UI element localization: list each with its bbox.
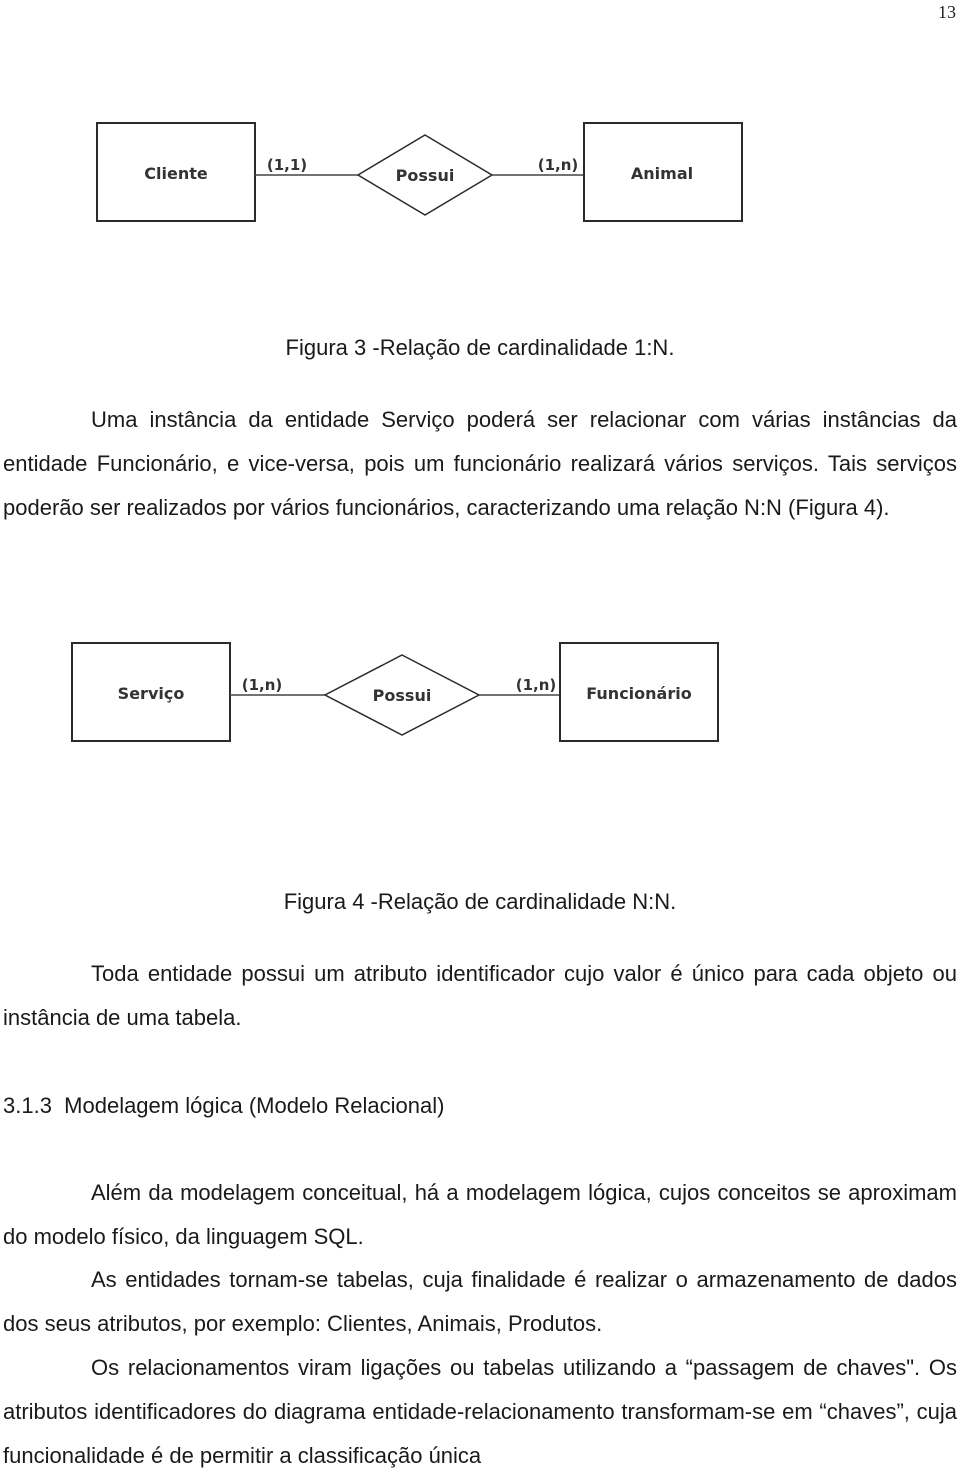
er-diagram-figure-4 xyxy=(0,635,960,750)
paragraph-relacionamentos: Os relacionamentos viram ligações ou tabelas utilizando a “passagem de chaves". Os atributos identificadores do diagrama entidade-relacionamento transformam-se em “chaves”, cuja funcionalidade é de permitir a classificação única xyxy=(3,1355,957,1468)
entity-label-servico: Serviço xyxy=(117,684,185,703)
er-diagram-figure-3 xyxy=(0,115,960,230)
figure-4-caption: Figura 4 -Relação de cardinalidade N:N. xyxy=(283,889,677,914)
paragraph-atributo-identificador: Toda entidade possui um atributo identificador cujo valor é único para cada objeto ou instância de uma tabela. xyxy=(3,961,957,1030)
relationship-label-possui: Possui xyxy=(395,166,455,185)
paragraph-entidades-tabelas: As entidades tornam-se tabelas, cuja finalidade é realizar o armazenamento de dados dos seus atributos, por exemplo: Clientes, Animais, Produtos. xyxy=(3,1267,957,1336)
entity-label-funcionario: Funcionário xyxy=(586,684,692,703)
paragraph-modelagem-logica: Além da modelagem conceitual, há a modelagem lógica, cujos conceitos se aproximam do modelo físico, da linguagem SQL. xyxy=(3,1180,957,1249)
relationship-label-possui: Possui xyxy=(372,686,432,705)
cardinality-right: (1,n) xyxy=(515,676,557,694)
section-heading: 3.1.3 Modelagem lógica (Modelo Relacional) xyxy=(3,1093,445,1118)
cardinality-left: (1,n) xyxy=(241,676,283,694)
entity-label-cliente: Cliente xyxy=(144,164,208,183)
figure-3-caption: Figura 3 -Relação de cardinalidade 1:N. xyxy=(285,335,675,360)
page-number: 13 xyxy=(938,2,956,22)
entity-label-animal: Animal xyxy=(630,164,694,183)
paragraph-servico-funcionario: Uma instância da entidade Serviço poderá ser relacionar com várias instâncias da entidade Funcionário, e vice-versa, pois um funcionário realizará vários serviços. Tais serviços poderão ser realizados por vários funcionários, caracterizando uma relação N:N (Figura 4). xyxy=(3,407,957,520)
cardinality-right: (1,n) xyxy=(537,156,579,174)
cardinality-left: (1,1) xyxy=(266,156,308,174)
